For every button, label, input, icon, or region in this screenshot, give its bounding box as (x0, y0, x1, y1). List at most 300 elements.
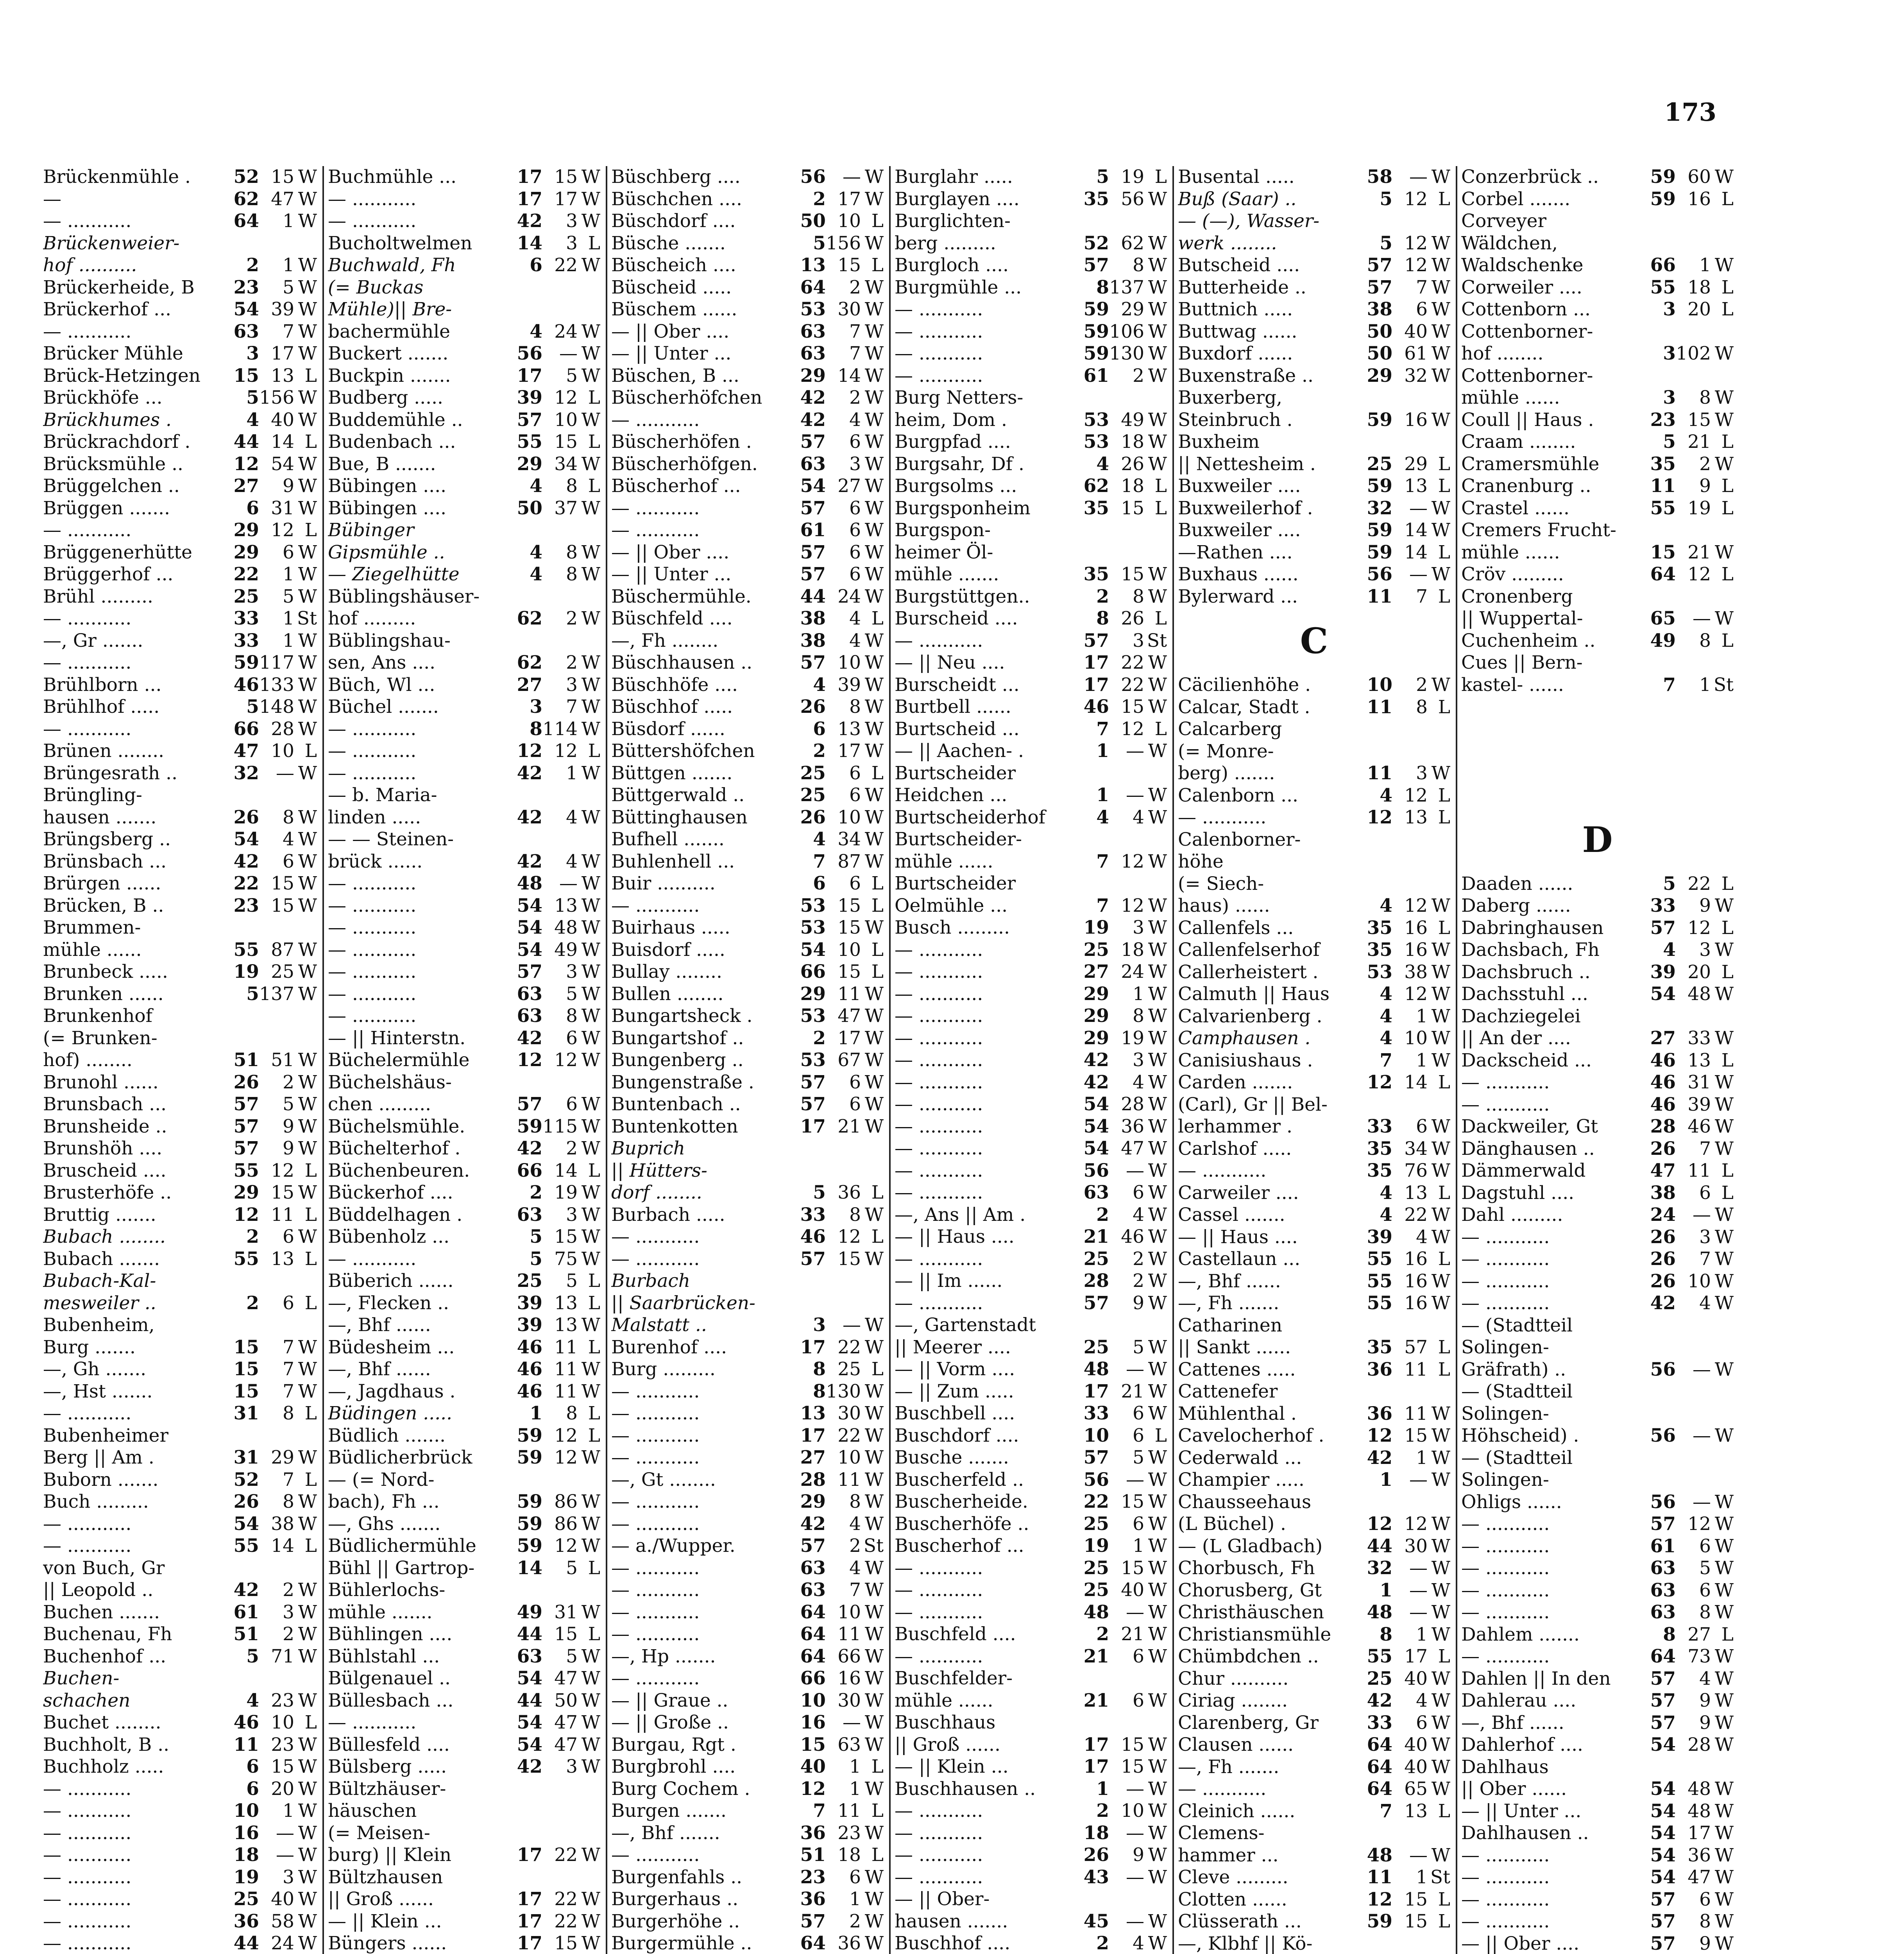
entry-sheet-number: 8 (1096, 608, 1109, 629)
index-entry (1178, 210, 1450, 233)
entry-name: — ........... (611, 1513, 700, 1535)
entry-sheet-number: 57 (1083, 630, 1109, 651)
entry-grid-number: 18 (837, 1844, 861, 1866)
index-entry (1178, 1557, 1450, 1580)
entry-name: — || Klein ... (328, 1910, 442, 1932)
entry-type-code: W (298, 828, 317, 850)
entry-name: Brunsheide .. (43, 1115, 167, 1137)
entry-name: Daberg ...... (1461, 895, 1571, 916)
entry-grid-number: 8 (849, 1491, 861, 1512)
entry-name: —, Gartenstadt (895, 1314, 1036, 1336)
entry-grid-number: 1 (283, 254, 294, 276)
entry-grid-number: 12 (1687, 1513, 1711, 1535)
entry-sheet-number: 17 (517, 166, 542, 188)
entry-name: (= Brunken- (43, 1027, 157, 1049)
entry-type-code: L (304, 1248, 317, 1270)
entry-type-code: W (864, 806, 884, 828)
entry-type-code: L (1721, 299, 1734, 320)
entry-sheet-number: 52 (233, 166, 259, 188)
entry-type-code: W (581, 1513, 600, 1535)
index-entry (43, 1337, 317, 1359)
index-entry (895, 1491, 1167, 1513)
entry-type-code: W (1431, 1403, 1450, 1424)
entry-grid-number: 87 (271, 939, 294, 961)
entry-sheet-number: 56 (1083, 1160, 1109, 1181)
entry-name: Buxweilerhof . (1178, 497, 1313, 519)
entry-grid-number: 15 (1121, 564, 1144, 585)
entry-grid-number: 10 (837, 1447, 861, 1468)
index-entry (43, 564, 317, 586)
entry-type-code: W (1148, 1822, 1167, 1844)
entry-type-code: W (581, 895, 600, 916)
index-entry (1461, 1624, 1734, 1646)
entry-sheet-number: 64 (1650, 1646, 1676, 1667)
entry-type-code: L (1721, 1049, 1734, 1071)
index-entry (43, 674, 317, 696)
index-entry (895, 1601, 1167, 1624)
index-entry (611, 564, 884, 586)
entry-name: — || Graue .. (611, 1689, 728, 1711)
entry-sheet-number: 26 (233, 806, 259, 828)
entry-name: Cattenefer (1178, 1381, 1278, 1402)
entry-sheet-number: 17 (1083, 674, 1109, 696)
entry-type-code: L (1721, 431, 1734, 453)
entry-type-code: W (1148, 961, 1167, 982)
entry-grid-number: 5 (283, 585, 294, 607)
entry-grid-number: 11 (1404, 1403, 1428, 1424)
index-entry (1461, 1403, 1734, 1425)
index-entry (1461, 1359, 1734, 1381)
entry-name: — || Unter ... (1461, 1800, 1582, 1822)
entry-sheet-number: 7 (1096, 850, 1109, 872)
entry-type-code: W (298, 1093, 317, 1115)
index-entry (43, 1601, 317, 1624)
entry-name: — ........... (1461, 1844, 1550, 1866)
entry-grid-number: 40 (1404, 1756, 1428, 1778)
entry-sheet-number: 54 (1650, 1866, 1676, 1888)
entry-name: Burgloch .... (895, 254, 1009, 276)
entry-sheet-number: 64 (1367, 1778, 1392, 1800)
entry-type-code: W (581, 608, 600, 629)
entry-type-code: W (1148, 1358, 1167, 1380)
index-entry (895, 497, 1167, 520)
entry-sheet-number: 57 (1650, 1933, 1676, 1954)
entry-name: — ........... (1461, 1646, 1550, 1667)
entry-type-code: L (588, 740, 600, 762)
index-entry (611, 630, 884, 652)
entry-grid-number: 12 (1404, 232, 1428, 254)
index-entry (1461, 961, 1734, 984)
entry-grid-number: 65 (1404, 1778, 1428, 1800)
index-entry (328, 1072, 600, 1094)
entry-name: — ........... (43, 1535, 132, 1557)
index-entry (611, 674, 884, 696)
entry-type-code: L (1721, 564, 1734, 585)
entry-grid-number: — (1409, 1844, 1428, 1866)
index-entry (328, 387, 600, 409)
entry-type-code: W (864, 718, 884, 740)
entry-name: Brückerhof ... (43, 299, 172, 320)
entry-name: Cavelocherhof . (1178, 1425, 1324, 1446)
entry-name: Buschdorf .... (895, 1424, 1019, 1446)
entry-grid-number: — (1693, 1491, 1711, 1513)
entry-type-code: L (871, 210, 884, 232)
entry-grid-number: 137 (259, 983, 294, 1005)
entry-sheet-number: 1 (1096, 740, 1109, 762)
index-entry (611, 233, 884, 255)
entry-sheet-number: 32 (1367, 1557, 1392, 1579)
entry-name: Burglichten- (895, 210, 1011, 232)
index-entry (43, 1358, 317, 1381)
index-entry (1178, 299, 1450, 321)
entry-name: Cleve ......... (1178, 1866, 1288, 1888)
entry-name: — (Stadtteil (1461, 1314, 1573, 1336)
entry-type-code: W (1148, 1403, 1167, 1424)
entry-type-code: W (1148, 850, 1167, 872)
entry-grid-number: 36 (1121, 1115, 1144, 1137)
entry-sheet-number: 6 (813, 718, 826, 740)
entry-name: Buxweiler .... (1178, 519, 1301, 541)
index-entry (895, 784, 1167, 807)
entry-grid-number: 14 (554, 1160, 578, 1181)
index-entry (43, 1160, 317, 1182)
entry-grid-number: 12 (554, 740, 578, 762)
entry-type-code: W (298, 1579, 317, 1601)
entry-grid-number: 8 (1133, 585, 1144, 607)
entry-grid-number: 15 (1121, 497, 1144, 519)
entry-grid-number: 12 (554, 1424, 578, 1446)
entry-type-code: W (298, 1756, 317, 1777)
entry-type-code: W (864, 828, 884, 850)
entry-type-code: W (1148, 1270, 1167, 1292)
entry-sheet-number: 52 (233, 1469, 259, 1491)
index-entry (611, 762, 884, 785)
entry-type-code: W (1714, 1093, 1734, 1115)
index-entry (611, 1800, 884, 1822)
entry-grid-number: 8 (566, 1005, 578, 1027)
entry-type-code: W (1714, 1911, 1734, 1932)
entry-type-code: W (1431, 895, 1450, 916)
entry-grid-number: 6 (283, 850, 294, 872)
entry-grid-number: 14 (837, 365, 861, 387)
index-entry (611, 519, 884, 542)
entry-type-code: W (1431, 961, 1450, 983)
index-entry (611, 1535, 884, 1557)
entry-type-code: W (1148, 674, 1167, 696)
entry-name: Berg || Am . (43, 1447, 154, 1468)
entry-name: Bungenberg .. (611, 1049, 744, 1071)
entry-grid-number: 17 (837, 188, 861, 210)
entry-grid-number: — (1409, 1469, 1428, 1491)
entry-name: — ........... (1461, 1911, 1550, 1932)
entry-grid-number: 22 (837, 1424, 861, 1446)
entry-name: Waldschenke (1461, 254, 1584, 276)
entry-sheet-number: 59 (1083, 343, 1109, 364)
index-entry (1461, 873, 1734, 895)
entry-grid-number: 26 (1121, 608, 1144, 629)
entry-grid-number: 16 (1404, 917, 1428, 939)
index-entry (895, 1690, 1167, 1712)
entry-name: Dachsstuhl ... (1461, 983, 1588, 1005)
index-entry (328, 210, 600, 233)
entry-name: Brunsbach ... (43, 1093, 167, 1115)
entry-type-code: W (1148, 1027, 1167, 1049)
entry-grid-number: 86 (554, 1513, 578, 1535)
entry-type-code: W (1714, 1579, 1734, 1601)
entry-name: — ........... (611, 1226, 700, 1247)
entry-name: Ciriag ........ (1178, 1690, 1288, 1711)
index-entry (895, 1425, 1167, 1447)
index-entry (611, 608, 884, 630)
index-entry (43, 1557, 317, 1580)
index-column (606, 166, 889, 1954)
entry-grid-number: 15 (554, 166, 578, 188)
entry-sheet-number: 25 (1083, 939, 1109, 961)
entry-type-code: W (1148, 1005, 1167, 1027)
entry-sheet-number: 15 (233, 1358, 259, 1380)
entry-sheet-number: 27 (233, 475, 259, 497)
index-entry (328, 784, 600, 807)
entry-sheet-number: 4 (530, 541, 542, 563)
index-entry (1178, 983, 1450, 1006)
entry-name: — — Steinen- (328, 828, 454, 850)
index-entry (895, 1270, 1167, 1292)
index-entry (1461, 210, 1734, 233)
entry-name: Burtscheider (895, 873, 1016, 894)
entry-name: Büschem ...... (611, 299, 737, 320)
entry-type-code: W (1148, 1513, 1167, 1535)
entry-type-code: W (1714, 1800, 1734, 1822)
entry-grid-number: 10 (837, 806, 861, 828)
entry-type-code: W (1431, 1469, 1450, 1491)
entry-sheet-number: 35 (1367, 1138, 1392, 1160)
entry-grid-number: 10 (1687, 1270, 1711, 1292)
entry-name: mühle ....... (328, 1601, 433, 1623)
index-entry (895, 542, 1167, 564)
entry-sheet-number: 13 (800, 254, 826, 276)
entry-name: — ........... (43, 1933, 132, 1954)
entry-sheet-number: 66 (800, 1668, 826, 1689)
entry-name: —, Klbhf || Kö- (1178, 1933, 1313, 1954)
entry-name: Buschbell .... (895, 1403, 1015, 1424)
entry-type-code: W (1431, 1756, 1450, 1778)
entry-type-code: W (1148, 409, 1167, 431)
entry-grid-number: 3 (566, 1204, 578, 1226)
entry-sheet-number: 63 (1083, 1182, 1109, 1203)
index-entry (43, 210, 317, 233)
index-entry (611, 939, 884, 961)
entry-name: Brücker Mühle (43, 343, 183, 364)
entry-name: —, Bhf ....... (611, 1822, 720, 1844)
entry-name: Brühlborn ... (43, 674, 162, 696)
entry-grid-number: 7 (283, 1336, 294, 1358)
entry-type-code: W (864, 1491, 884, 1512)
index-entry (43, 387, 317, 409)
entry-grid-number: 54 (271, 453, 294, 475)
entry-name: — ........... (1178, 1778, 1267, 1800)
entry-sheet-number: 56 (800, 166, 826, 188)
entry-name: Buchenhof ... (43, 1645, 166, 1667)
entry-sheet-number: 4 (1096, 806, 1109, 828)
entry-name: — ........... (43, 210, 132, 232)
entry-name: Buschhof .... (895, 1933, 1011, 1954)
index-entry (43, 1381, 317, 1403)
entry-grid-number: 13 (271, 365, 294, 387)
entry-sheet-number: 55 (517, 431, 542, 453)
index-entry (611, 453, 884, 476)
entry-sheet-number: 19 (1083, 1535, 1109, 1557)
entry-name: Buisdorf ..... (611, 939, 725, 961)
entry-name: Cremers Frucht- (1461, 519, 1616, 541)
entry-name: Dackscheid ... (1461, 1049, 1592, 1071)
index-entry (1461, 630, 1734, 652)
index-entry (1178, 1889, 1450, 1911)
index-entry (895, 564, 1167, 586)
entry-grid-number: 63 (837, 1734, 861, 1755)
entry-name: Büschhausen .. (611, 652, 753, 673)
entry-grid-number: 15 (554, 431, 578, 453)
index-entry (1461, 1822, 1734, 1845)
entry-sheet-number: 38 (1650, 1182, 1676, 1204)
entry-name: Bülgenauel .. (328, 1668, 451, 1689)
entry-name: — ........... (611, 1403, 700, 1424)
entry-sheet-number: 46 (233, 674, 259, 696)
entry-sheet-number: 65 (1650, 608, 1676, 629)
entry-type-code: W (864, 453, 884, 475)
entry-name: hammer ... (1178, 1844, 1279, 1866)
entry-grid-number: 2 (849, 276, 861, 298)
index-entry (328, 1116, 600, 1138)
entry-name: — || Vorm .... (895, 1358, 1015, 1380)
entry-name: Büdlich ....... (328, 1424, 446, 1446)
entry-grid-number: 46 (1121, 1226, 1144, 1247)
entry-grid-number: 1 (1699, 254, 1711, 276)
entry-type-code: W (1431, 1027, 1450, 1049)
entry-name: mühle ...... (43, 939, 142, 961)
entry-grid-number: 12 (1404, 784, 1428, 806)
entry-name: werk ........ (1178, 232, 1277, 254)
entry-type-code: W (864, 299, 884, 320)
entry-sheet-number: 57 (1650, 1911, 1676, 1932)
entry-name: — ........... (328, 873, 417, 894)
index-entry (611, 188, 884, 211)
index-entry (895, 917, 1167, 939)
entry-grid-number: 10 (1404, 1027, 1428, 1049)
index-entry (895, 696, 1167, 718)
entry-grid-number: — (1126, 1910, 1144, 1932)
entry-type-code: W (298, 1071, 317, 1093)
entry-grid-number: 22 (837, 1336, 861, 1358)
index-entry (43, 630, 317, 652)
entry-grid-number: 10 (837, 1601, 861, 1623)
index-entry (611, 1248, 884, 1270)
entry-sheet-number: 5 (246, 983, 259, 1005)
index-entry (1461, 365, 1734, 387)
index-entry (43, 1447, 317, 1469)
entry-grid-number: 10 (271, 1712, 294, 1733)
entry-type-code: W (1148, 1844, 1167, 1866)
entry-sheet-number: 57 (800, 541, 826, 563)
index-entry (1178, 1866, 1450, 1889)
entry-type-code: W (1148, 1115, 1167, 1137)
entry-type-code: W (581, 409, 600, 431)
entry-type-code: W (864, 784, 884, 806)
index-entry (1461, 1270, 1734, 1293)
index-entry (895, 519, 1167, 542)
entry-name: Büdlicherbrück (328, 1447, 472, 1468)
index-entry (1461, 475, 1734, 497)
entry-grid-number: 3 (1133, 1049, 1144, 1071)
entry-type-code: W (298, 1800, 317, 1822)
entry-grid-number: 21 (837, 1115, 861, 1137)
index-entry (1178, 1050, 1450, 1072)
entry-name: Dahlem ....... (1461, 1623, 1580, 1645)
entry-grid-number: — (1409, 1579, 1428, 1601)
entry-grid-number: — (843, 1314, 861, 1336)
entry-name: — ........... (1461, 1601, 1550, 1623)
entry-type-code: W (1148, 453, 1167, 475)
entry-grid-number: 4 (1133, 1933, 1144, 1954)
entry-type-code: W (1714, 1712, 1734, 1734)
entry-name: Dachsbruch .. (1461, 961, 1591, 983)
entry-grid-number: 115 (542, 1115, 578, 1137)
index-entry (611, 740, 884, 762)
entry-grid-number: 3 (566, 210, 578, 232)
entry-sheet-number: 53 (1083, 431, 1109, 453)
index-entry (1461, 939, 1734, 961)
entry-sheet-number: 16 (233, 1822, 259, 1844)
index-entry (895, 233, 1167, 255)
index-entry (895, 1469, 1167, 1491)
index-entry (895, 1182, 1167, 1204)
entry-grid-number: 8 (566, 564, 578, 585)
entry-sheet-number: 13 (800, 1403, 826, 1424)
entry-type-code: W (1148, 1535, 1167, 1557)
entry-name: Brühlhof ..... (43, 696, 160, 718)
entry-sheet-number: 66 (233, 718, 259, 740)
entry-sheet-number: 35 (1083, 188, 1109, 210)
entry-sheet-number: 7 (1096, 718, 1109, 740)
entry-type-code: W (581, 1380, 600, 1402)
index-entry (1461, 1337, 1734, 1359)
entry-grid-number: 29 (271, 1447, 294, 1468)
entry-type-code: W (581, 1248, 600, 1270)
entry-grid-number: 14 (1404, 1072, 1428, 1093)
entry-sheet-number: 2 (1096, 1623, 1109, 1645)
entry-grid-number: 5 (566, 1557, 578, 1579)
entry-grid-number: 22 (554, 254, 578, 276)
entry-sheet-number: 47 (1650, 1160, 1676, 1181)
entry-grid-number: 4 (849, 409, 861, 431)
entry-grid-number: 18 (1121, 431, 1144, 453)
index-entry (1178, 542, 1450, 564)
entry-name: Dänghausen .. (1461, 1138, 1595, 1160)
entry-grid-number: 21 (1121, 1623, 1144, 1645)
index-entry (328, 188, 600, 211)
index-entry (895, 1093, 1167, 1116)
entry-sheet-number: 5 (1380, 232, 1392, 254)
entry-grid-number: 47 (1121, 1138, 1144, 1159)
entry-sheet-number: 17 (1083, 652, 1109, 673)
entry-type-code: W (581, 1314, 600, 1336)
entry-sheet-number: 57 (1650, 917, 1676, 939)
entry-grid-number: 5 (1699, 1557, 1711, 1579)
entry-type-code: W (1431, 1226, 1450, 1248)
entry-name: — ........... (611, 409, 700, 431)
entry-type-code: W (864, 1115, 884, 1137)
entry-sheet-number: 2 (246, 254, 259, 276)
entry-type-code: W (1148, 1557, 1167, 1579)
